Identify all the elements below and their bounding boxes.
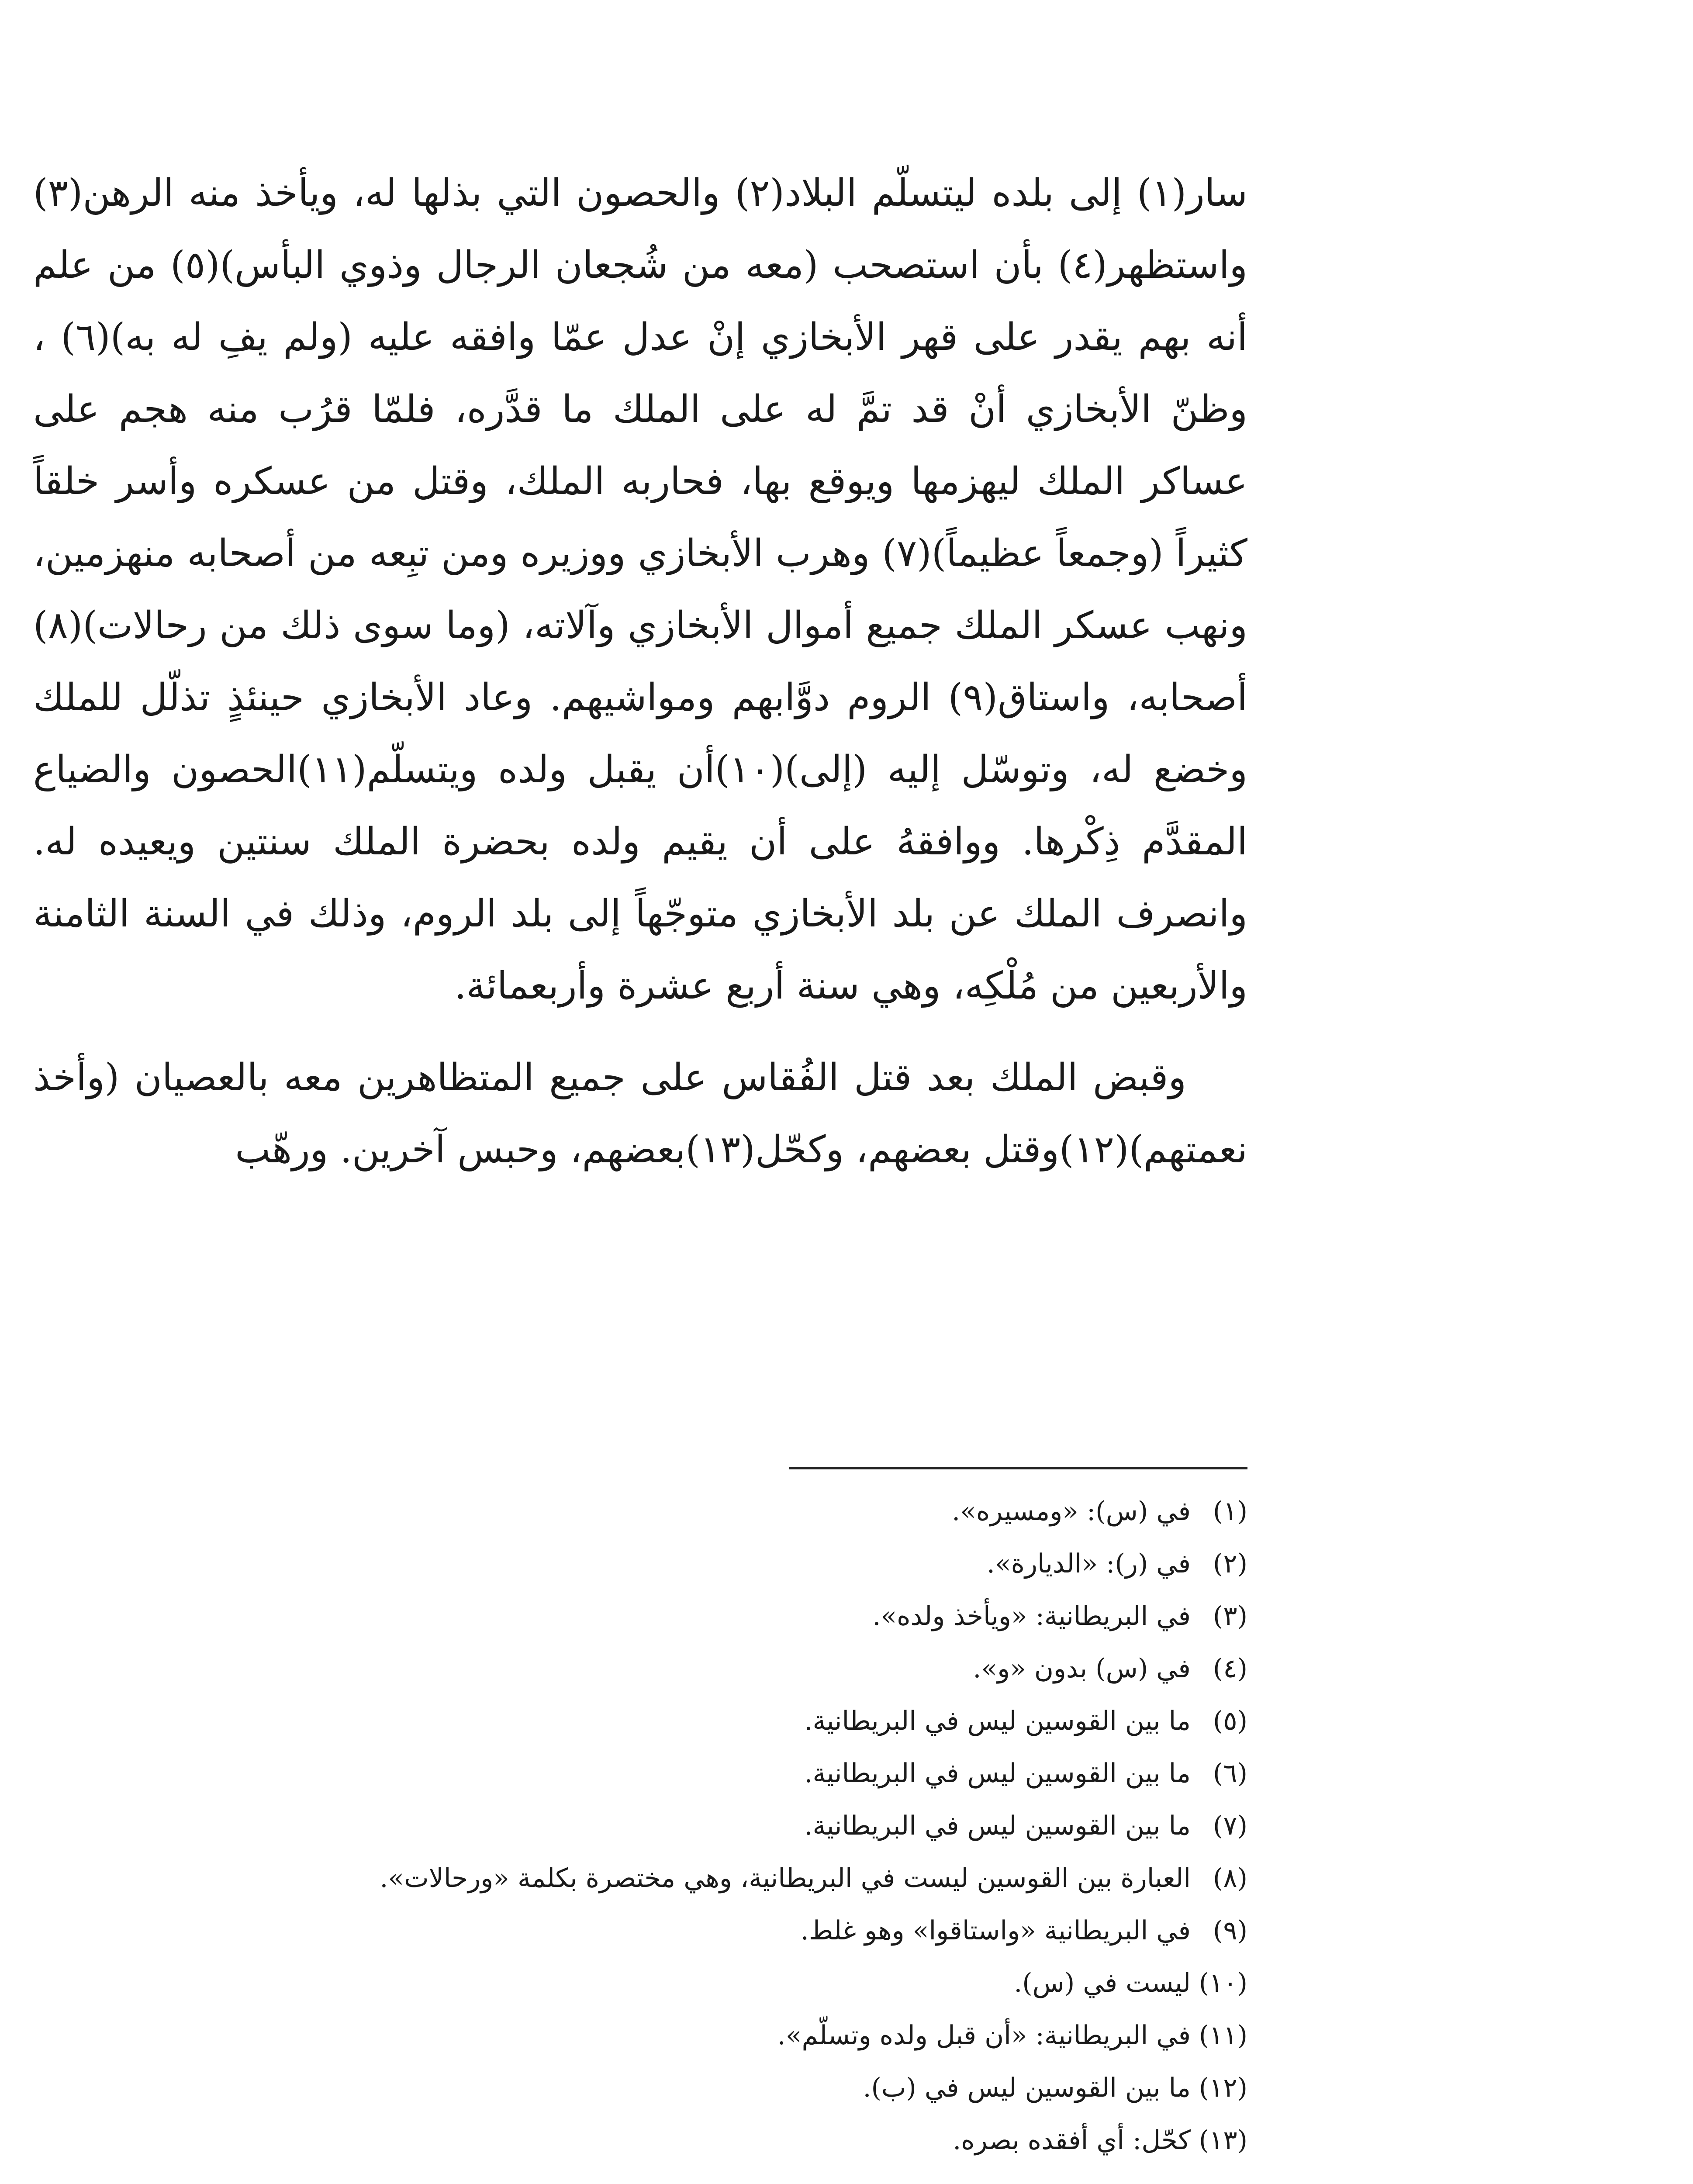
footnote: [33, 1485, 1247, 1538]
footnote-number: (٥): [1213, 1706, 1247, 1736]
footnote: [33, 1538, 1247, 1590]
footnote: [33, 1590, 1247, 1642]
footnote: [33, 1904, 1247, 1957]
footnote-text: ما بين القوسين ليس في البريطانية.: [804, 1706, 1191, 1736]
footnote: [33, 2114, 1247, 2167]
footnote-text: كحّل: أي أفقده بصره.: [953, 2125, 1191, 2156]
footnote-number: (٦): [1213, 1758, 1247, 1789]
footnote: [33, 1695, 1247, 1747]
footnote-number: (٢): [1213, 1548, 1247, 1579]
footnote-number: (١): [1213, 1496, 1247, 1527]
footnote: [33, 1852, 1247, 1904]
footnote-text: في البريطانية «واستاقوا» وهو غلط.: [800, 1915, 1191, 1946]
footnote-text: ما بين القوسين ليس في البريطانية.: [804, 1758, 1191, 1789]
footnotes-list: [33, 1485, 1247, 2167]
footnote-text: ما بين القوسين ليس في البريطانية.: [804, 1811, 1191, 1841]
footnote-text: في البريطانية: «ويأخذ ولده».: [872, 1601, 1191, 1631]
footnote-text: العبارة بين القوسين ليست في البريطانية، وهي مختصرة بكلمة «ورحالات».: [380, 1863, 1191, 1894]
footnote: [33, 1800, 1247, 1852]
footnote-number: (٧): [1213, 1811, 1247, 1841]
footnote-text: ما بين القوسين ليس في (ب).: [863, 2073, 1191, 2103]
footnote-number: (١٣): [1199, 2125, 1247, 2156]
footnote-number: (٨): [1213, 1863, 1247, 1894]
footnote-text: ليست في (س).: [1014, 1968, 1191, 1998]
footnote-number: (٣): [1213, 1601, 1247, 1631]
footnote: [33, 1642, 1247, 1695]
footnote-separator: [789, 1467, 1247, 1469]
main-text: [33, 157, 1247, 1186]
footnote-number: (١٢): [1199, 2073, 1247, 2103]
footnote: [33, 2062, 1247, 2114]
footnote-text: في البريطانية: «أن قبل ولده وتسلّم».: [777, 2020, 1191, 2051]
paragraph: سار(١) إلى بلده ليتسلّم البلاد(٢) والحصون التي بذلها له، ويأخذ منه الرهن(٣) واستظهر(٤) بأن استصحب (معه من شُجعان الرجال وذوي البأس)(٥) من علم أنه بهم يقدر على قهر الأبخازي إنْ عدل عمّا وافقه عليه (ولم يفِ له به)(٦) ، وظنّ الأبخازي أنْ قد تمَّ له على الملك ما قدَّره، فلمّا قرُب منه هجم على عساكر الملك ليهزمها ويوقع بها، فحاربه الملك، وقتل من عسكره وأسر خلقاً كثيراً (وجمعاً عظيماً)(٧) وهرب الأبخازي ووزيره ومن تبِعه من أصحابه منهزمين، ونهب عسكر الملك جميع أموال الأبخازي وآلاته، (وما سوى ذلك من رحالات)(٨) أصحابه، واستاق(٩) الروم دوَّابهم ومواشيهم. وعاد الأبخازي حينئذٍ تذلّل للملك وخضع له، وتوسّل إليه (إلى)(١٠)أن يقبل ولده ويتسلّم(١١)الحصون والضياع المقدَّم ذِكْرها. ووافقهُ على أن يقيم ولده بحضرة الملك سنتين ويعيده له. وانصرف الملك عن بلد الأبخازي متوجّهاً إلى بلد الروم، وذلك في السنة الثامنة والأربعين من مُلْكِه، وهي سنة أربع عشرة وأربعمائة.: [33, 171, 1247, 1008]
footnote: [33, 1747, 1247, 1800]
footnote-number: (١١): [1199, 2020, 1247, 2051]
footnote-text: في (س): «ومسيره».: [952, 1496, 1191, 1527]
footnote-text: في (س) بدون «و».: [973, 1653, 1191, 1684]
footnote-text: في (ر): «الديارة».: [986, 1548, 1191, 1579]
paragraph: وقبض الملك بعد قتل الفُقاس على جميع المتظاهرين معه بالعصيان (وأخذ نعمتهم)(١٢)وقتل بعضهم، وكحّل(١٣)بعضهم، وحبس آخرين. ورهّب: [33, 1056, 1247, 1171]
footnote-number: (٤): [1213, 1653, 1247, 1684]
footnote-number: (١٠): [1199, 1968, 1247, 1998]
footnote-number: (٩): [1213, 1915, 1247, 1946]
footnote: [33, 2009, 1247, 2062]
footnote: [33, 1957, 1247, 2009]
